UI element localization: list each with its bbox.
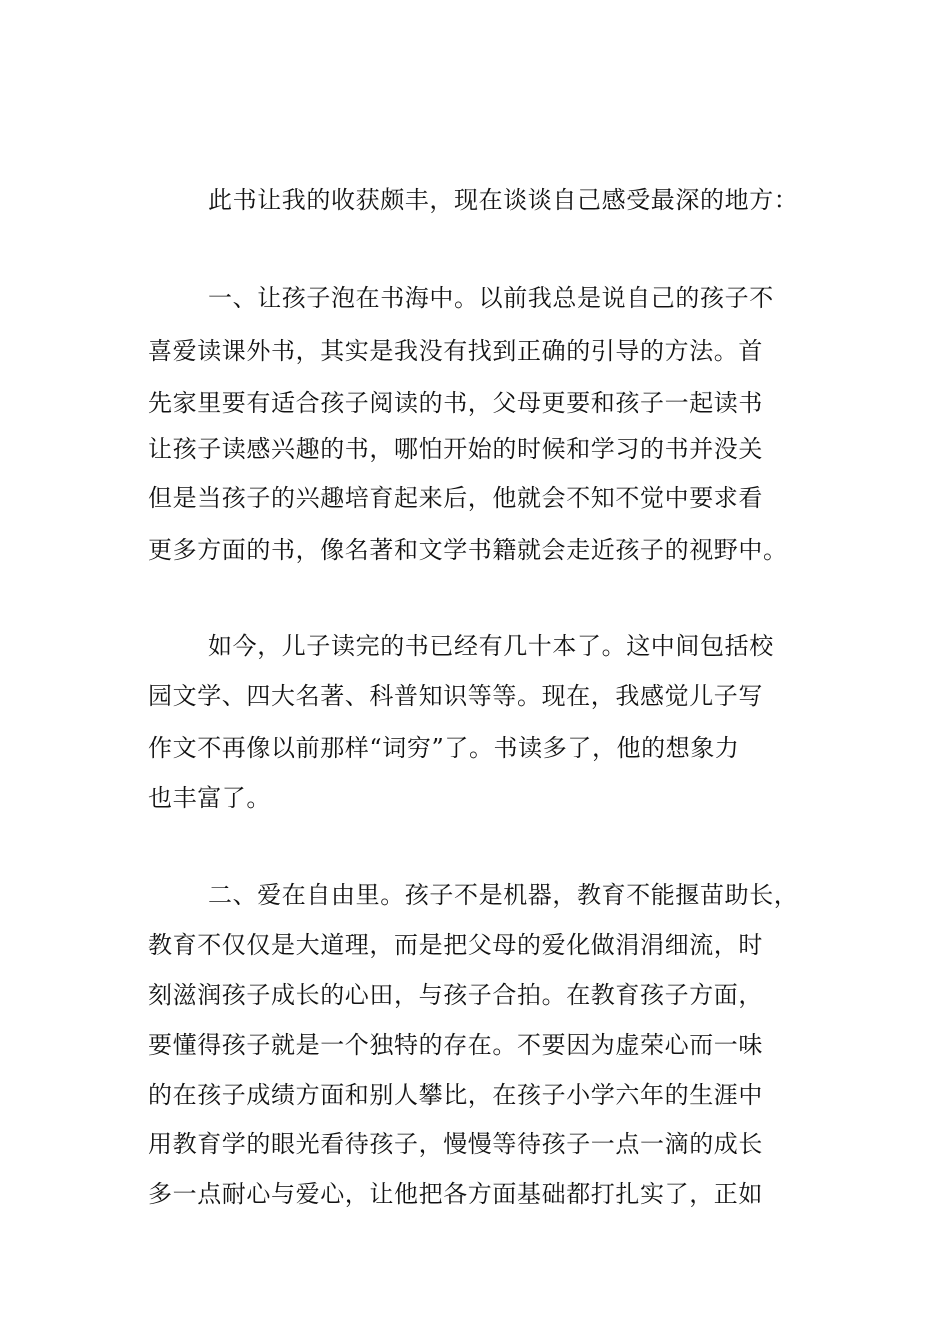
- paragraph-2-line: 园文学、四大名著、科普知识等等。现在，我感觉儿子写: [148, 682, 763, 710]
- section-1-line: 一、让孩子泡在书海中。以前我总是说自己的孩子不: [208, 284, 774, 312]
- paragraph-2-line: 也丰富了。: [148, 784, 271, 812]
- section-2-line: 要懂得孩子就是一个独特的存在。不要因为虚荣心而一味: [148, 1031, 763, 1059]
- paragraph-2-line: 如今，儿子读完的书已经有几十本了。这中间包括校: [208, 632, 774, 660]
- section-2-line: 的在孩子成绩方面和别人攀比，在孩子小学六年的生涯中: [148, 1081, 763, 1109]
- section-2-line: 教育不仅仅是大道理，而是把父母的爱化做涓涓细流，时: [148, 931, 763, 959]
- paragraph-2-line: 作文不再像以前那样“词穷”了。书读多了，他的想象力: [148, 734, 740, 762]
- section-1-line: 先家里要有适合孩子阅读的书，父母更要和孩子一起读书: [148, 389, 763, 417]
- intro-line: 此书让我的收获颇丰，现在谈谈自己感受最深的地方：: [208, 186, 799, 214]
- section-2-line: 刻滋润孩子成长的心田，与孩子合拍。在教育孩子方面，: [148, 981, 763, 1009]
- section-1-line: 让孩子读感兴趣的书，哪怕开始的时候和学习的书并没关: [148, 435, 763, 463]
- section-1-line: 喜爱读课外书，其实是我没有找到正确的引导的方法。首: [148, 337, 763, 365]
- section-2-line: 多一点耐心与爱心，让他把各方面基础都打扎实了，正如: [148, 1180, 763, 1208]
- section-1-line: 更多方面的书，像名著和文学书籍就会走近孩子的视野中。: [148, 536, 788, 564]
- section-2-line: 用教育学的眼光看待孩子，慢慢等待孩子一点一滴的成长: [148, 1130, 763, 1158]
- section-2-line: 二、爱在自由里。孩子不是机器，教育不能揠苗助长，: [208, 881, 799, 909]
- section-1-line: 但是当孩子的兴趣培育起来后，他就会不知不觉中要求看: [148, 484, 763, 512]
